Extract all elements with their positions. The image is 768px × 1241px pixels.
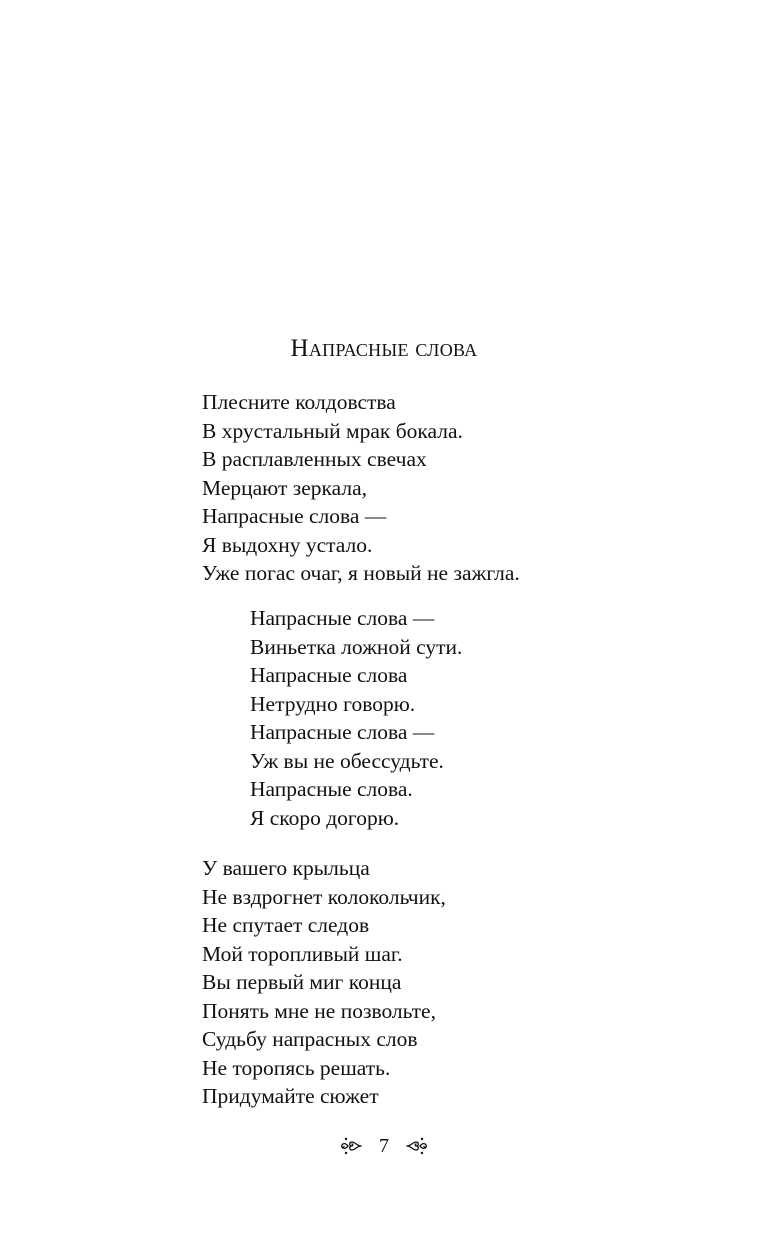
verse-line: В хрустальный мрак бокала. [202,418,463,443]
verse-line: Нетрудно говорю. [250,691,416,716]
verse-line: Напрасные слова — [250,606,435,630]
stanza-2-refrain [250,604,462,832]
verse-line: Напрасные слова. [250,777,413,801]
verse-line: Придумайте сюжет [202,1084,379,1108]
verse-line: Уж вы не обессудьте. [250,748,444,773]
verse-line: Уже погас очаг, я новый не зажгла. [202,561,520,585]
page-footer [0,1132,768,1160]
verse-line: Не торопясь решать. [202,1055,391,1080]
stanza-3 [202,854,446,1111]
verse-line: У вашего крыльца [202,856,370,880]
poem-title-text: Напрасные слова [290,335,478,362]
poem-title [0,332,768,366]
verse-line: Судьбу напрасных слов [202,1027,418,1051]
verse-line: Я выдохну устало. [202,532,373,557]
verse-line: Напрасные слова — [202,504,387,528]
flourish-right-icon [405,1134,429,1158]
page-number: 7 [379,1135,389,1157]
verse-line: Напрасные слова — [250,720,435,744]
verse-line: Не спутает следов [202,913,370,937]
verse-line: Плесните колдовства [202,390,396,414]
verse-line: Вы первый миг конца [202,970,402,994]
verse-line: Напрасные слова [250,663,408,687]
verse-line: В расплавленных свечах [202,447,427,471]
verse-line: Понять мне не позвольте, [202,998,436,1023]
verse-line: Мерцают зеркала, [202,475,368,500]
flourish-left-icon [339,1134,363,1158]
verse-line: Виньетка ложной сути. [250,634,463,659]
stanza-1 [202,388,520,588]
verse-line: Мой торопливый шаг. [202,941,403,966]
verse-line: Не вздрогнет колокольчик, [202,884,446,909]
verse-line: Я скоро догорю. [250,805,400,830]
